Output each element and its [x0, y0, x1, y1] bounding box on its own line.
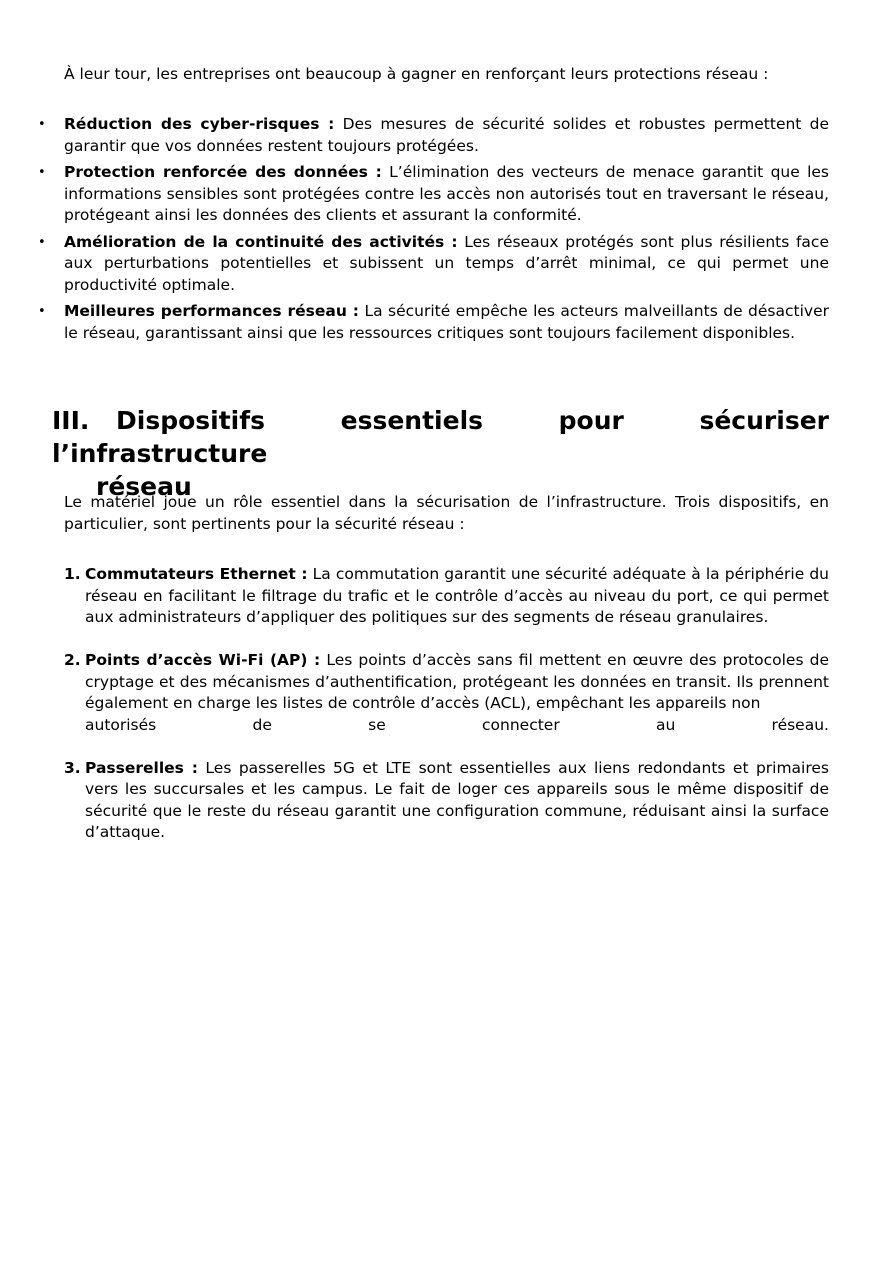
section-heading [52, 404, 829, 503]
list-item [64, 564, 829, 629]
device-term: Passerelles : [85, 758, 198, 777]
devices-list [64, 564, 829, 865]
list-item [64, 650, 829, 736]
section-title-line2: réseau [96, 472, 192, 501]
bullet-icon: • [38, 304, 46, 319]
section-intro-paragraph: Le matériel joue un rôle essentiel dans la sécurisation de l’infrastructure. Trois dispositifs, en particulier, sont pertinents pour la sécurité réseau : [64, 493, 829, 533]
intro-paragraph: À leur tour, les entreprises ont beaucoup à gagner en renforçant leurs protections réseau : [64, 65, 769, 83]
benefit-term: Protection renforcée des données : [64, 163, 382, 181]
benefit-text: Les réseaux protégés sont plus résilients face aux perturbations potentielles et subissent un temps d’arrêt minimal, ce qui permet une productivité optimale. [64, 232, 829, 294]
benefit-text: La sécurité empêche les acteurs malveillants de désactiver le réseau, garantissant ainsi que les ressources critiques sont toujours facilement disponibles. [64, 302, 829, 342]
benefit-term: Réduction des cyber-risques : [64, 115, 335, 133]
section-number: III. [52, 406, 90, 435]
bullet-icon: • [38, 165, 46, 180]
device-text-last-line: autorisés de se connecter au réseau. [85, 715, 829, 734]
device-text: Les passerelles 5G et LTE sont essentielles aux liens redondants et primaires vers les succursales et les campus. Le fait de loger ces appareils sous le même dispositif de sécurité que le reste du réseau garantit une configuration commune, réduisant ainsi la surface d’attaque. [85, 758, 830, 841]
list-item [38, 301, 829, 344]
device-text: Les points d’accès sans fil mettent en œuvre des protocoles de cryptage et des mécanismes d’authentification, protégeant les données en transit. Ils prennent également en charge les listes de contrôle d’accès (ACL), empêchant les appareils non [85, 651, 829, 712]
device-term: Commutateurs Ethernet : [85, 565, 308, 583]
item-number: 1. [64, 565, 81, 583]
benefit-term: Amélioration de la continuité des activités : [64, 232, 458, 251]
list-item [64, 758, 829, 844]
benefit-text: L’élimination des vecteurs de menace garantit que les informations sensibles sont protégées contre les accès non autorisés tout en traversant le réseau, protégeant ainsi les données des clients et assurant la conformité. [64, 163, 829, 224]
item-number: 2. [64, 651, 81, 669]
bullet-icon: • [38, 234, 46, 250]
list-item [38, 162, 829, 227]
device-text: La commutation garantit une sécurité adéquate à la périphérie du réseau en facilitant le filtrage du trafic et le contrôle d’accès au niveau du port, ce qui permet aux administrateurs d’appliquer des politiques sur des segments de réseau granulaires. [85, 565, 829, 626]
item-number: 3. [64, 758, 81, 777]
section-title-line1: Dispositifs essentiels pour sécuriser l’infrastructure [52, 406, 829, 468]
benefit-text: Des mesures de sécurité solides et robustes permettent de garantir que vos données restent toujours protégées. [64, 115, 829, 155]
device-term: Points d’accès Wi-Fi (AP) : [85, 651, 321, 669]
bullet-icon: • [38, 117, 46, 132]
list-item [38, 232, 829, 297]
benefit-term: Meilleures performances réseau : [64, 302, 359, 320]
list-item [38, 114, 829, 157]
benefits-list [38, 114, 829, 349]
